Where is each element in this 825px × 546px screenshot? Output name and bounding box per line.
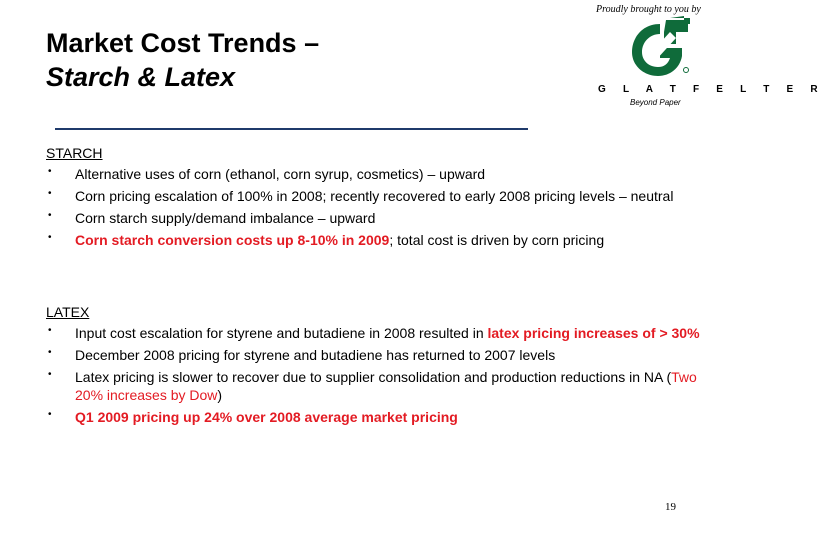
latex-bullet-1 (46, 324, 721, 342)
latex-bullet-1-text: Input cost escalation for styrene and butadiene in 2008 resulted in (75, 325, 488, 341)
latex-bullet-3-text: Latex pricing is slower to recover due to supplier consolidation and production reductions in NA ( (75, 369, 672, 385)
latex-bullet-3-highlight: Two 20% increases by Dow (75, 369, 697, 403)
title-line-2: Starch & Latex (46, 62, 236, 92)
page-number: 19 (665, 501, 676, 513)
starch-bullet-2-text: Corn pricing escalation of 100% in 2008; recently recovered to early 2008 pricing levels – neutral (75, 188, 674, 204)
latex-bullet-3 (46, 368, 721, 404)
starch-bullet-1-text: Alternative uses of corn (ethanol, corn syrup, cosmetics) – upward (75, 166, 486, 182)
bullet-icon: • (48, 369, 52, 380)
brand-slogan: Beyond Paper (630, 98, 681, 107)
bullet-icon: • (48, 166, 52, 177)
starch-bullet-3-text: Corn starch supply/demand imbalance – upward (75, 210, 376, 226)
latex-section (46, 303, 721, 430)
starch-bullet-1 (46, 165, 721, 183)
bullet-icon: • (48, 325, 52, 336)
starch-bullet-4-highlight: Corn starch conversion costs up 8-10% in 2009 (75, 232, 390, 248)
starch-bullet-4 (46, 231, 721, 249)
latex-heading: LATEX (46, 304, 90, 320)
slide-title (46, 26, 319, 94)
latex-bullet-2-text: December 2008 pricing for styrene and butadiene has returned to 2007 levels (75, 347, 556, 363)
starch-heading: STARCH (46, 145, 103, 161)
bullet-icon: • (48, 188, 52, 199)
brand-wordmark: G L A T F E L T E R (598, 84, 825, 95)
title-line-1: Market Cost Trends – (46, 28, 320, 58)
latex-bullet-4-highlight: Q1 2009 pricing up 24% over 2008 average market pricing (75, 409, 458, 425)
brand-tagline: Proudly brought to you by (596, 4, 701, 15)
latex-bullet-4 (46, 408, 721, 426)
bullet-icon: • (48, 347, 52, 358)
starch-bullet-2 (46, 187, 721, 205)
starch-bullet-3 (46, 209, 721, 227)
glatfelter-logo-icon (626, 14, 694, 80)
latex-bullet-1-highlight: latex pricing increases of > 30% (487, 325, 700, 341)
bullet-icon: • (48, 210, 52, 221)
bullet-icon: • (48, 409, 52, 420)
bullet-icon: • (48, 232, 52, 243)
latex-bullet-3-close: ) (217, 387, 223, 403)
starch-section (46, 144, 721, 253)
latex-bullet-2 (46, 346, 721, 364)
title-underline (55, 128, 528, 130)
starch-bullet-4-text: ; total cost is driven by corn pricing (389, 232, 605, 248)
